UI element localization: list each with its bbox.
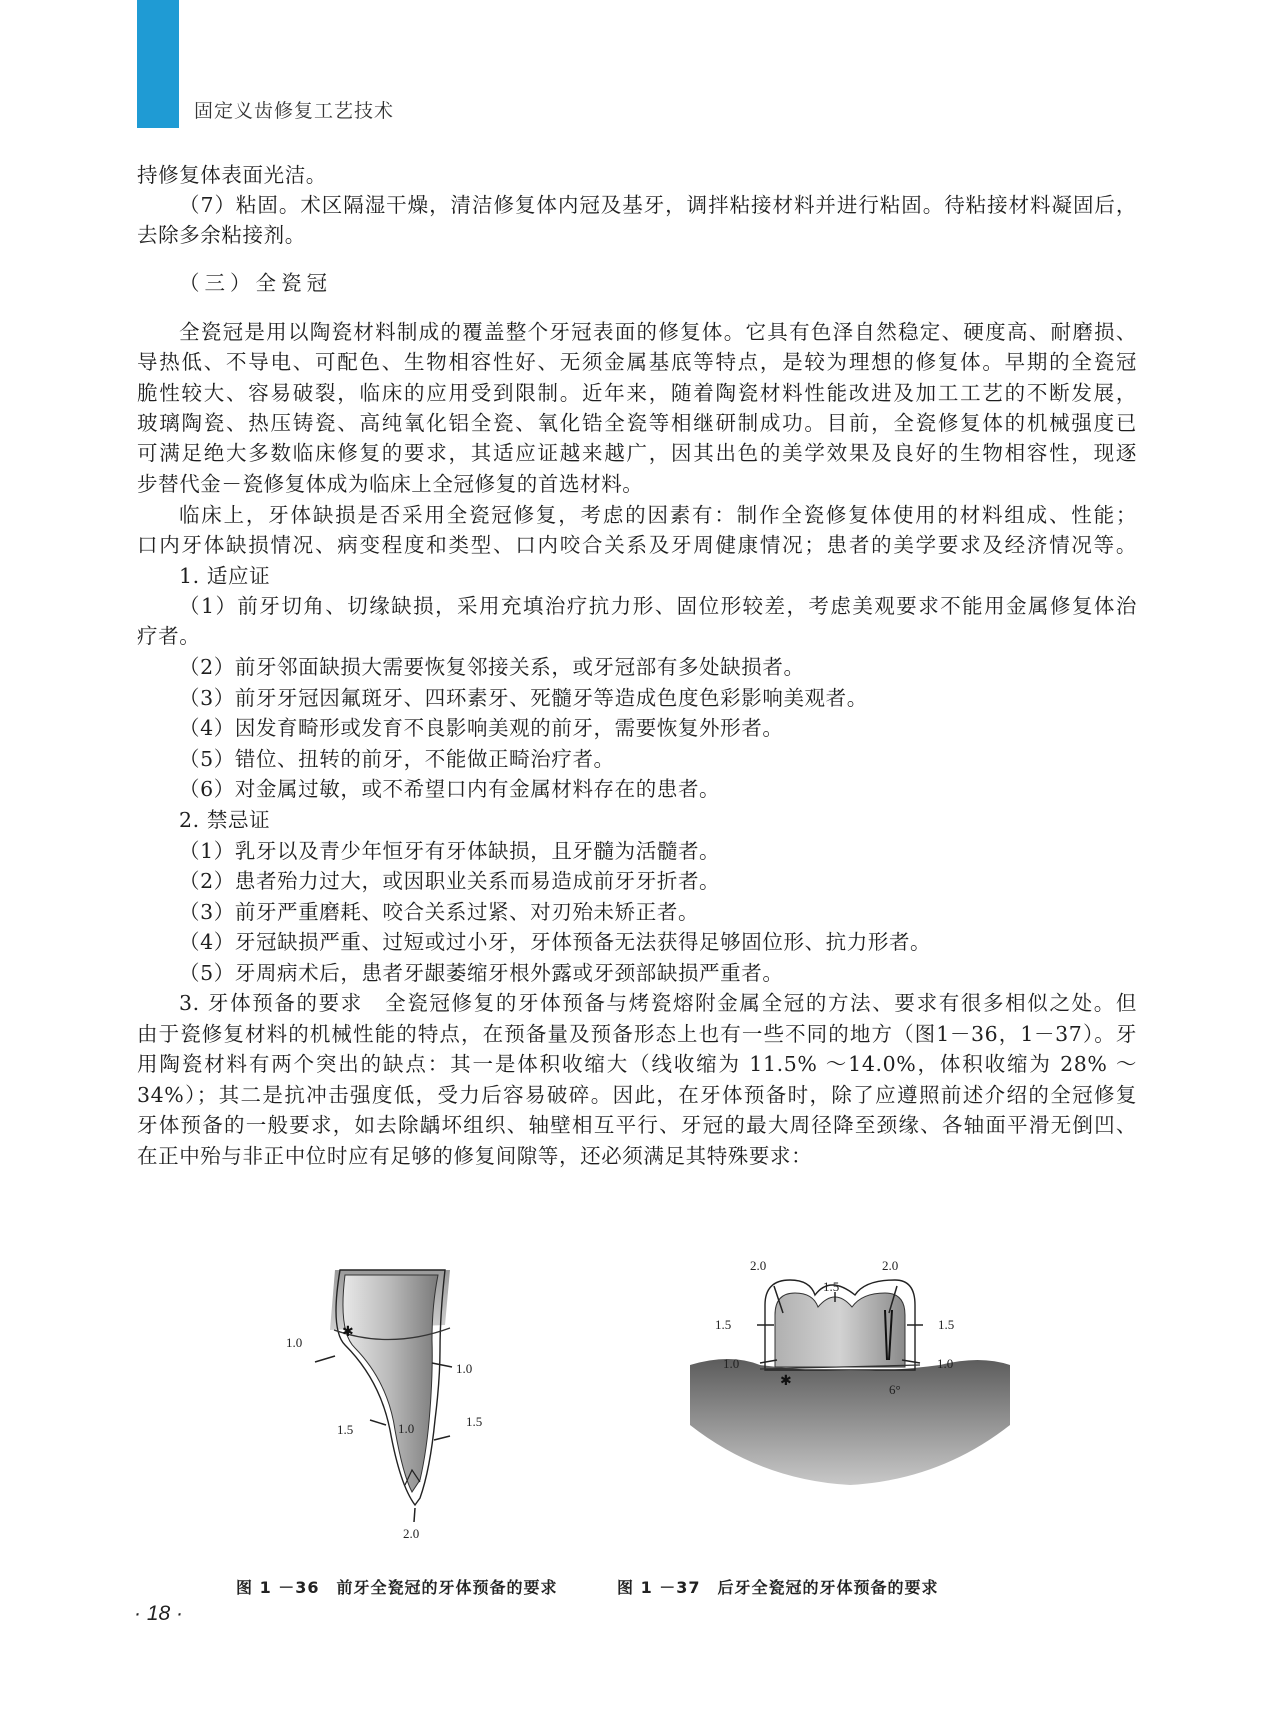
text-line: 3. 牙体预备的要求 全瓷冠修复的牙体预备与烤瓷熔附金属全冠的方法、要求有很多相似之处。但 <box>179 991 1137 1015</box>
text-line: （7）粘固。术区隔湿干燥，清洁修复体内冠及基牙，调拌粘接材料并进行粘固。待粘接材料凝固后， <box>179 193 1137 217</box>
text-line: 脆性较大、容易破裂，临床的应用受到限制。近年来，随着陶瓷材料性能改进及加工工艺的不断发展， <box>137 381 1137 405</box>
label-top-right: 1.0 <box>456 1361 473 1376</box>
label-center: 1.0 <box>398 1421 415 1436</box>
text-line: 导热低、不导电、可配色、生物相容性好、无须金属基底等特点，是较为理想的修复体。早期的全瓷冠 <box>137 350 1137 374</box>
label-top-right: 2.0 <box>882 1258 899 1273</box>
text-line: 口内牙体缺损情况、病变程度和类型、口内咬合关系及牙周健康情况；患者的美学要求及经济情况等。 <box>137 533 1137 557</box>
chapter-tab <box>137 0 179 128</box>
text-line: （4）因发育畸形或发育不良影响美观的前牙，需要恢复外形者。 <box>179 716 784 740</box>
gingiva-shape <box>690 1359 1010 1485</box>
margin-marker-icon: ✱ <box>342 1324 354 1340</box>
label-low-left: 1.0 <box>723 1356 740 1371</box>
prepared-tooth <box>343 1275 438 1492</box>
text-line: （5）错位、扭转的前牙，不能做正畸治疗者。 <box>179 747 615 771</box>
text-line: （3）前牙牙冠因氟斑牙、四环素牙、死髓牙等造成色度色彩影响美观者。 <box>179 686 868 710</box>
text-line: 步替代金－瓷修复体成为临床上全冠修复的首选材料。 <box>137 472 644 496</box>
text-line: （2）前牙邻面缺损大需要恢复邻接关系，或牙冠部有多处缺损者。 <box>179 655 805 679</box>
label-lower-right: 1.5 <box>466 1414 483 1429</box>
text-line: （4）牙冠缺损严重、过短或过小牙，牙体预备无法获得足够固位形、抗力形者。 <box>179 930 932 954</box>
text-line: 34%）；其二是抗冲击强度低，受力后容易破碎。因此，在牙体预备时，除了应遵照前述介绍的全冠修复 <box>137 1083 1137 1107</box>
text-line: 可满足绝大多数临床修复的要求，其适应证越来越广，因其出色的美学效果及良好的生物相容性，现逐 <box>137 441 1137 465</box>
text-line: 临床上，牙体缺损是否采用全瓷冠修复，考虑的因素有：制作全瓷修复体使用的材料组成、性能； <box>179 503 1137 527</box>
text-line: 由于瓷修复材料的机械性能的特点，在预备量及预备形态上也有一些不同的地方（图1－36，1－37）。牙 <box>137 1022 1137 1046</box>
text-line: （2）患者殆力过大，或因职业关系而易造成前牙牙折者。 <box>179 869 721 893</box>
subheading: 2. 禁忌证 <box>179 808 271 832</box>
text-line: 牙体预备的一般要求，如去除龋坏组织、轴壁相互平行、牙冠的最大周径降至颈缘、各轴面平滑无倒凹、 <box>137 1113 1137 1137</box>
label-low-right: 1.0 <box>937 1356 954 1371</box>
page-number: · 18 · <box>134 1602 184 1625</box>
label-mid-right: 1.5 <box>938 1317 955 1332</box>
margin-marker-icon: ✱ <box>780 1373 792 1389</box>
text-line: 在正中殆与非正中位时应有足够的修复间隙等，还必须满足其特殊要求： <box>137 1144 813 1168</box>
text-line: 全瓷冠是用以陶瓷材料制成的覆盖整个牙冠表面的修复体。它具有色泽自然稳定、硬度高、耐磨损、 <box>179 320 1137 344</box>
text-line: 用陶瓷材料有两个突出的缺点：其一是体积收缩大（线收缩为 11.5% ～14.0%，体积收缩为 28% ～ <box>137 1052 1137 1076</box>
figure-1-37-posterior-tooth <box>690 1258 1010 1545</box>
section-heading: （三）全瓷冠 <box>179 271 332 295</box>
label-top-center: 1.5 <box>823 1279 840 1294</box>
label-top-left: 2.0 <box>750 1258 767 1273</box>
text-line: （1）乳牙以及青少年恒牙有牙体缺损，且牙髓为活髓者。 <box>179 839 721 863</box>
text-line: 玻璃陶瓷、热压铸瓷、高纯氧化铝全瓷、氧化锆全瓷等相继研制成功。目前，全瓷修复体的机械强度已 <box>137 411 1137 435</box>
label-left: 1.0 <box>286 1335 303 1350</box>
figure-caption-1-36: 图 1 －36 前牙全瓷冠的牙体预备的要求 <box>236 1578 558 1597</box>
running-header: 固定义齿修复工艺技术 <box>194 100 395 122</box>
label-bottom: 2.0 <box>403 1526 420 1541</box>
label-lower-left: 1.5 <box>337 1422 354 1437</box>
figure-caption-1-37: 图 1 －37 后牙全瓷冠的牙体预备的要求 <box>617 1578 939 1597</box>
text-line: （5）牙周病术后，患者牙龈萎缩牙根外露或牙颈部缺损严重者。 <box>179 961 784 985</box>
label-mid-left: 1.5 <box>715 1317 732 1332</box>
text-line: 持修复体表面光洁。 <box>137 163 327 187</box>
subheading: 1. 适应证 <box>179 564 271 588</box>
figure-1-36-anterior-tooth <box>286 1270 560 1570</box>
text-line: 去除多余粘接剂。 <box>137 223 306 247</box>
text-line: （1）前牙切角、切缘缺损，采用充填治疗抗力形、固位形较差，考虑美观要求不能用金属修复体治 <box>179 594 1137 618</box>
text-line: （6）对金属过敏，或不希望口内有金属材料存在的患者。 <box>179 777 721 801</box>
text-line: （3）前牙严重磨耗、咬合关系过紧、对刃殆未矫正者。 <box>179 900 700 924</box>
label-angle: 6° <box>889 1382 901 1397</box>
text-line: 疗者。 <box>137 624 201 648</box>
